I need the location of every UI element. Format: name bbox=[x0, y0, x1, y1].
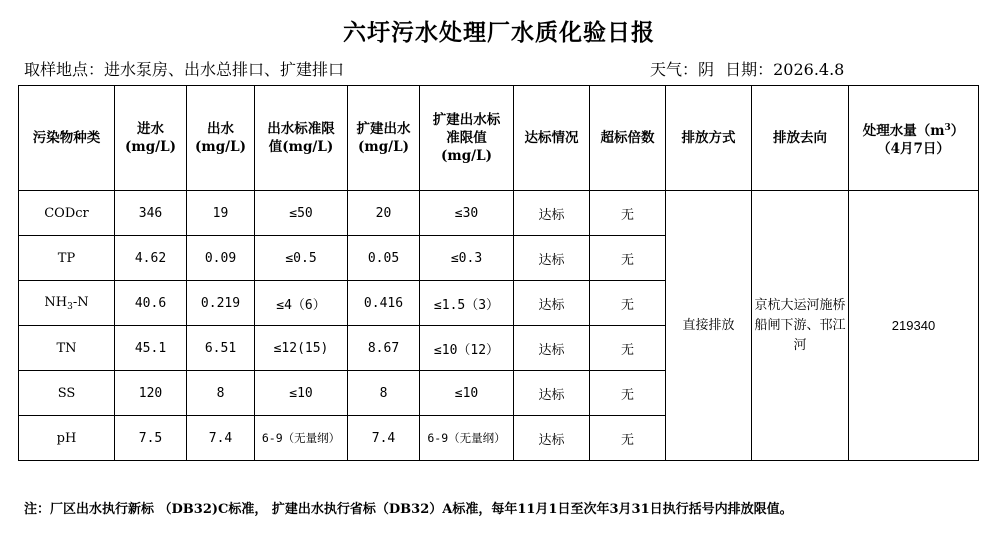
effluent-value: 7.4 bbox=[187, 416, 255, 461]
treated-volume: 219340 bbox=[849, 191, 979, 461]
effluent-limit: ≤50 bbox=[255, 191, 348, 236]
exceed-ratio: 无 bbox=[590, 416, 666, 461]
effluent-limit: ≤0.5 bbox=[255, 236, 348, 281]
effluent-value: 8 bbox=[187, 371, 255, 416]
expansion-limit: ≤1.5（3） bbox=[420, 281, 514, 326]
effluent-value: 0.219 bbox=[187, 281, 255, 326]
expansion-limit: ≤30 bbox=[420, 191, 514, 236]
pollutant-name bbox=[19, 281, 115, 326]
exceed-ratio: 无 bbox=[590, 371, 666, 416]
header-effluent-label: 出水 bbox=[207, 121, 234, 137]
header-expansion-effluent-label: 扩建出水 bbox=[356, 121, 411, 137]
exceed-ratio: 无 bbox=[590, 326, 666, 371]
effluent-value: 0.09 bbox=[187, 236, 255, 281]
discharge-method: 直接排放 bbox=[666, 191, 752, 461]
header-influent bbox=[115, 86, 187, 191]
weather: 天气：阴 bbox=[650, 60, 715, 79]
pollutant-name: TP bbox=[19, 236, 115, 281]
header-treated-volume-sup: 3 bbox=[944, 122, 951, 133]
header-effluent-limit-label: 出水标准限值(mg/L) bbox=[267, 121, 335, 155]
compliance-status: 达标 bbox=[514, 416, 590, 461]
water-quality-table bbox=[18, 85, 979, 461]
report-date: 日期：2026.4.8 bbox=[725, 60, 845, 79]
header-discharge-destination: 排放去向 bbox=[752, 86, 849, 191]
exceed-ratio: 无 bbox=[590, 191, 666, 236]
pollutant-name: TN bbox=[19, 326, 115, 371]
expansion-effluent-value: 8 bbox=[348, 371, 420, 416]
effluent-limit: 6-9（无量纲） bbox=[255, 416, 348, 461]
expansion-effluent-value: 7.4 bbox=[348, 416, 420, 461]
sampling-point: 取样地点：进水泵房、出水总排口、扩建排口 bbox=[24, 60, 345, 79]
influent-value: 4.62 bbox=[115, 236, 187, 281]
expansion-limit: ≤10 bbox=[420, 371, 514, 416]
pollutant-name: pH bbox=[19, 416, 115, 461]
influent-value: 346 bbox=[115, 191, 187, 236]
exceed-ratio: 无 bbox=[590, 236, 666, 281]
weather-date bbox=[650, 57, 850, 80]
header-expansion-limit-unit: (mg/L) bbox=[441, 148, 492, 164]
header-exceed-ratio: 超标倍数 bbox=[590, 86, 666, 191]
compliance-status: 达标 bbox=[514, 326, 590, 371]
header-influent-label: 进水 bbox=[137, 121, 164, 137]
table-row-codcr bbox=[19, 191, 979, 236]
header-discharge-method: 排放方式 bbox=[666, 86, 752, 191]
effluent-value: 6.51 bbox=[187, 326, 255, 371]
pollutant-name: SS bbox=[19, 371, 115, 416]
pollutant-name-sub: 3 bbox=[67, 301, 73, 312]
header-effluent-limit bbox=[255, 86, 348, 191]
header-treated-volume-close: ） bbox=[950, 122, 965, 139]
compliance-status: 达标 bbox=[514, 281, 590, 326]
influent-value: 40.6 bbox=[115, 281, 187, 326]
header-influent-unit: (mg/L) bbox=[125, 139, 176, 155]
header-treated-volume-text: 处理水量（m bbox=[862, 122, 945, 139]
discharge-destination: 京杭大运河施桥船闸下游、邗江河 bbox=[752, 191, 849, 461]
compliance-status: 达标 bbox=[514, 191, 590, 236]
pollutant-name-main: NH bbox=[44, 294, 68, 310]
exceed-ratio: 无 bbox=[590, 281, 666, 326]
expansion-effluent-value: 8.67 bbox=[348, 326, 420, 371]
effluent-limit: ≤10 bbox=[255, 371, 348, 416]
header-effluent bbox=[187, 86, 255, 191]
footnote: 注：厂区出水执行新标 （DB32)C标准， 扩建出水执行省标（DB32）A标准，每年11月1日至次年3月31日执行括号内排放限值。 bbox=[24, 502, 793, 517]
expansion-limit: ≤10（12） bbox=[420, 326, 514, 371]
compliance-status: 达标 bbox=[514, 371, 590, 416]
report-title: 六圩污水处理厂水质化验日报 bbox=[343, 19, 655, 46]
expansion-effluent-value: 0.05 bbox=[348, 236, 420, 281]
influent-value: 120 bbox=[115, 371, 187, 416]
influent-value: 7.5 bbox=[115, 416, 187, 461]
header-expansion-effluent-unit: (mg/L) bbox=[358, 139, 409, 155]
header-expansion-limit bbox=[420, 86, 514, 191]
header-expansion-effluent bbox=[348, 86, 420, 191]
header-treated-volume-date: （4月7日） bbox=[877, 140, 950, 157]
header-pollutant: 污染物种类 bbox=[19, 86, 115, 191]
compliance-status: 达标 bbox=[514, 236, 590, 281]
expansion-limit: 6-9（无量纲） bbox=[420, 416, 514, 461]
header-effluent-unit: (mg/L) bbox=[195, 139, 246, 155]
effluent-limit: ≤12(15) bbox=[255, 326, 348, 371]
expansion-effluent-value: 20 bbox=[348, 191, 420, 236]
pollutant-name-tail: -N bbox=[72, 294, 89, 310]
expansion-effluent-value: 0.416 bbox=[348, 281, 420, 326]
header-expansion-limit-label: 扩建出水标准限值 bbox=[432, 112, 501, 146]
header-row bbox=[19, 86, 979, 191]
header-treated-volume-label bbox=[849, 119, 978, 140]
expansion-limit: ≤0.3 bbox=[420, 236, 514, 281]
effluent-value: 19 bbox=[187, 191, 255, 236]
influent-value: 45.1 bbox=[115, 326, 187, 371]
header-compliance: 达标情况 bbox=[514, 86, 590, 191]
header-treated-volume bbox=[849, 86, 979, 191]
pollutant-name: CODcr bbox=[19, 191, 115, 236]
effluent-limit: ≤4（6） bbox=[255, 281, 348, 326]
